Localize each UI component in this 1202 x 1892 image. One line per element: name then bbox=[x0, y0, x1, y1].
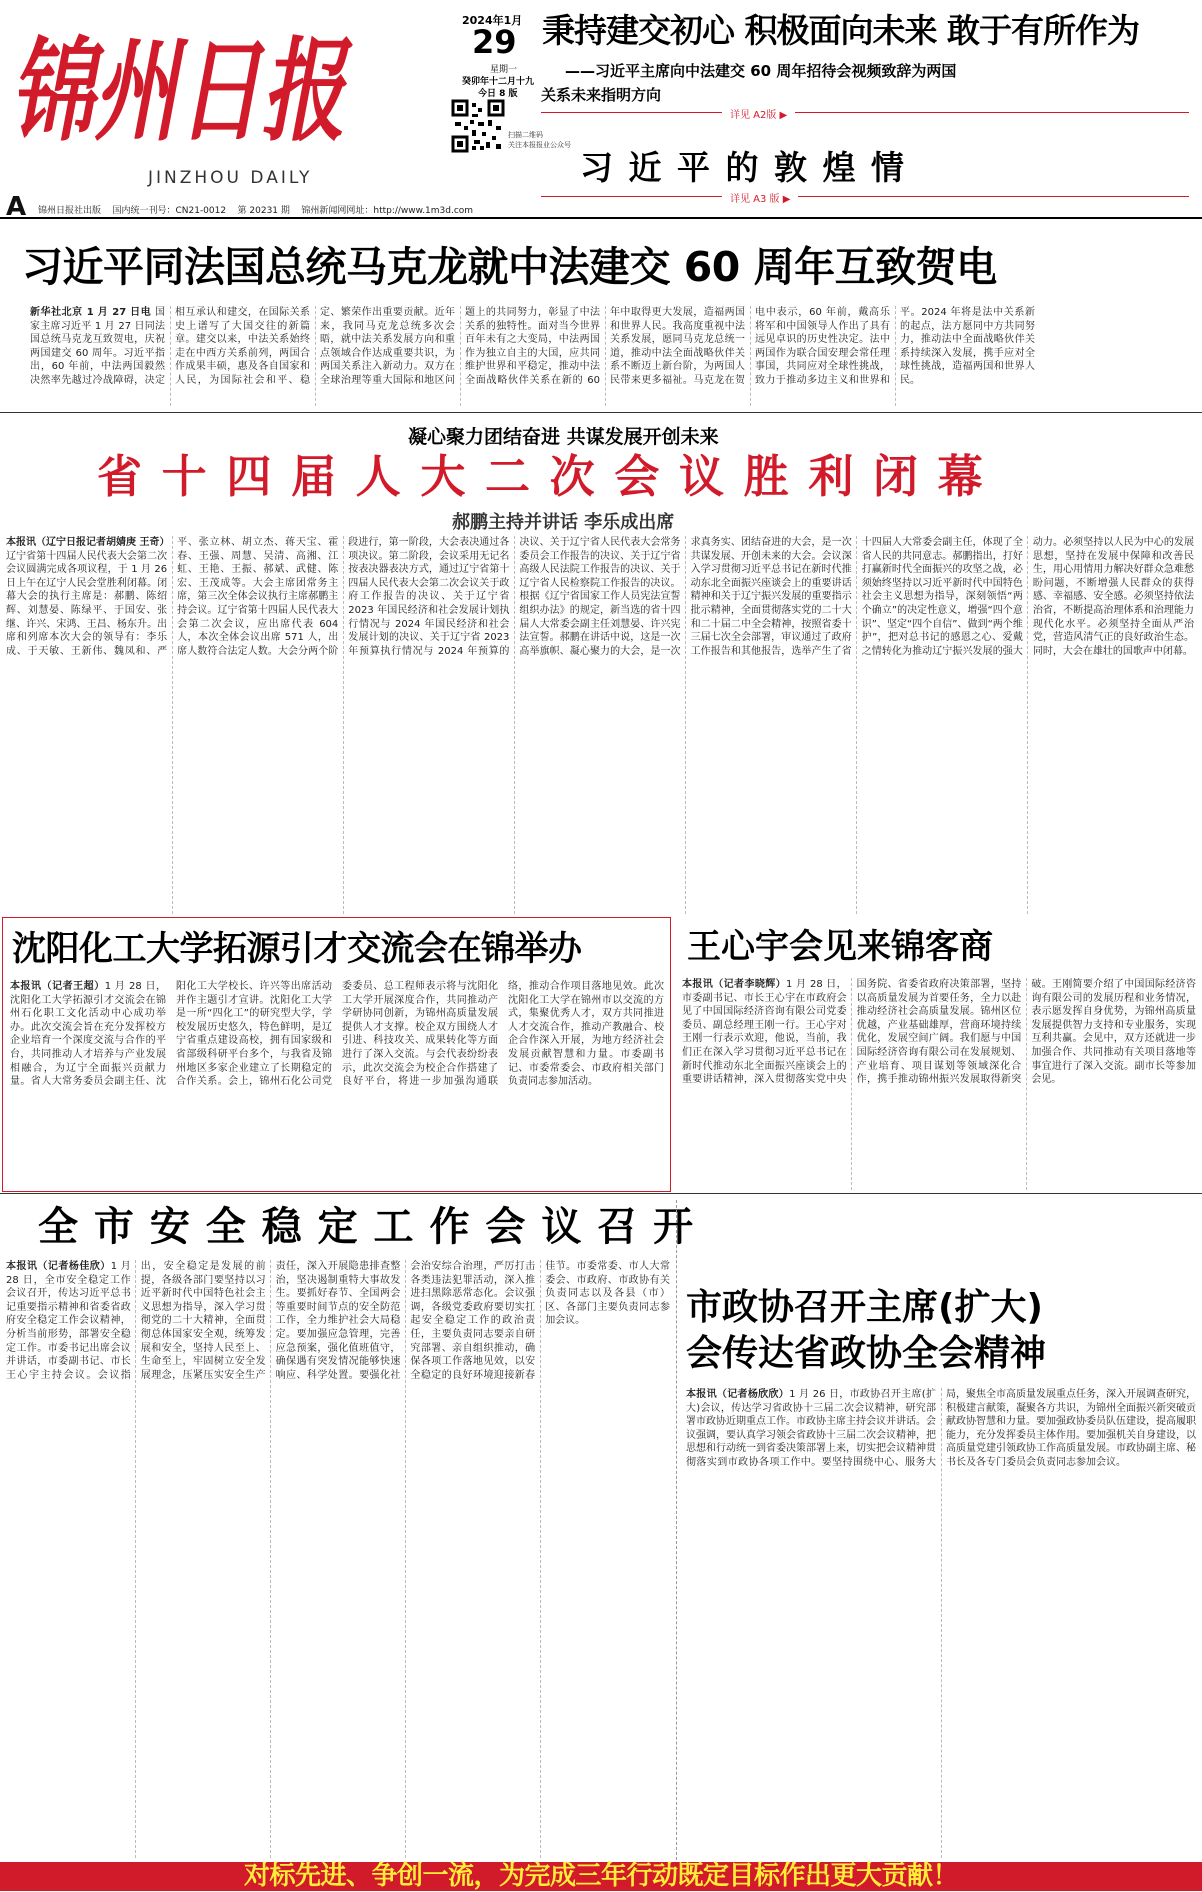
top-subline-1: ——习近平主席向中法建交 60 周年招待会视频致辞为两国 bbox=[565, 62, 957, 80]
masthead-title: 锦州日报 bbox=[10, 26, 354, 157]
date-year-month: 2024年1月 bbox=[462, 14, 523, 27]
story6-headline-2: 会传达省政协全会精神 bbox=[686, 1333, 1047, 1374]
story6-headline-1: 市政协召开主席(扩大) bbox=[686, 1287, 1043, 1328]
story1-text: 国家主席习近平 1 月 27 日同法国总统马克龙互致贺电，庆祝两国建交 60 周年。习近平指出，60 年前，中法两国毅然决然率先越过冷战障碍，决定相互承认和建交，在国际关系史上谱写了大国交往的新篇章。建交以来，中法关系始终走在中西方关系前列，两国合作成果丰硕，惠及各自国家和人民，为国际社会和平、稳定、繁荣作出重要贡献。近年来，我同马克龙总统多次会晤，就中法关系发展方向和重点领域合作达成重要共识，为两国关系注入新动力。双方在全球治理等重大国际和地区问题上的共同努力，彰显了中法关系的独特性。面对当今世界百年未有之大变局，中法两国作为独立自主的大国，应共同维护世界和平稳定，推动中法全面战略伙伴关系在新的 60 年中取得更大发展，造福两国和世界人民。我高度重视中法关系发展，愿同马克龙总统一道，推动中法全面战略伙伴关系不断迈上新台阶，为两国人民带来更多福祉。马克龙在贺电中表示，60 年前，戴高乐将军和中国领导人作出了具有远见卓识的历史性决定。法中两国作为联合国安理会常任理事国，共同应对全球性挑战，致力于推动多边主义和世界和平。2024 年将是法中关系新的起点，法方愿同中方共同努力，推动法中全面战略伙伴关系持续深入发展，携手应对全球性挑战，造福两国和世界人民。 bbox=[30, 307, 1035, 386]
story3-body bbox=[10, 980, 664, 1185]
info-cn: 国内统一刊号：CN21-0012 bbox=[112, 206, 227, 216]
story5-body bbox=[6, 1260, 670, 1858]
top-subline-2: 关系未来指明方向 bbox=[541, 86, 662, 104]
story2-headline: 省 十 四 届 人 大 二 次 会 议 胜 利 闭 幕 bbox=[97, 450, 985, 503]
edition-letter: A bbox=[6, 192, 27, 222]
see-a3-link[interactable]: 详见 A3 版 ▶ bbox=[722, 190, 798, 205]
info-issue: 第 20231 期 bbox=[237, 206, 290, 216]
story2-lead: 本报讯（辽宁日报记者胡婧庚 王奇） bbox=[6, 537, 170, 548]
story5-text: 1 月 28 日，全市安全稳定工作会议召开，传达习近平总书记重要指示精神和省委省政府安全稳定工作会议精神，分析当前形势，部署安全稳定工作。市委书记出席会议并讲话，市委副书记、市长王心宇主持会议。会议指出，安全稳定是发展的前提，各级各部门要坚持以习近平新时代中国特色社会主义思想为指导，深入学习贯彻党的二十大精神，全面贯彻总体国家安全观，统筹发展和安全，坚持人民至上、生命至上，牢固树立安全发展理念，压紧压实安全生产责任，深入开展隐患排查整治，坚决遏制重特大事故发生。要抓好春节、全国两会等重要时间节点的安全防范工作，全力维护社会大局稳定。要加强应急管理，完善应急预案，强化值班值守，确保遇有突发情况能够快速响应、科学处置。要强化社会治安综合治理，严厉打击各类违法犯罪活动，深入推进扫黑除恶常态化。会议强调，各级党委政府要切实扛起安全稳定工作的政治责任，主要负责同志要亲自研究部署、亲自组织推动，确保各项工作落地见效，以安全稳定的良好环境迎接新春佳节。市委常委、市人大常委会、市政府、市政协有关负责同志以及各县（市）区、各部门主要负责同志参加会议。 bbox=[6, 1261, 670, 1381]
bottom-banner-text: 对标先进、争创一流，为完成三年行动既定目标作出更大贡献！ bbox=[243, 1861, 958, 1891]
story3-lead: 本报讯（记者王超） bbox=[10, 981, 105, 992]
top-headline: 秉持建交初心 积极面向未来 敢于有所作为 bbox=[542, 11, 1139, 50]
story1-body bbox=[30, 306, 1180, 406]
info-publisher: 锦州日报社出版 bbox=[38, 206, 102, 216]
story2-text: 辽宁省第十四届人民代表大会第二次会议圆满完成各项议程，于 1 月 26 日上午在辽宁人民会堂胜利闭幕。闭幕大会的执行主席是：郝鹏、陈绍辉、刘慧晏、陈绿平、于国安、张继、许兴、宋鸿、王昌、杨东升。出席和列席本次大会的领导有：李乐成、于天敏、王新伟、魏凤和、严平、张立林、胡立杰、蒋天宝、霍春、王强、周慧、吴清、高湘、江虹、王艳、王振、郝斌、武健、陈宏、王茂成等。大会主席团常务主席，第三次全体会议执行主席郝鹏主持会议。辽宁省第十四届人民代表大会第二次会议，应出席代表 604 人，本次全体会议出席 571 人，出席人数符合法定人数。大会分两个阶段进行，第一阶段，大会表决通过各项决议。第二阶段，会议采用无记名按表决器表决方式，通过辽宁省第十四届人民代表大会第二次会议关于政府工作报告的决议、关于辽宁省 2023 年国民经济和社会发展计划执行情况与 2024 年国民经济和社会发展计划的决议、关于辽宁省 2023 年预算执行情况与 2024 年预算的决议、关于辽宁省人民代表大会常务委员会工作报告的决议、关于辽宁省高级人民法院工作报告的决议、关于辽宁省人民检察院工作报告的决议。根据《辽宁省国家工作人员宪法宣誓组织办法》的规定，新当选的省十四届人大常委会副主任刘慧晏、许兴宪法宣誓。郝鹏在讲话中说，这是一次高举旗帜、凝心聚力的大会，是一次求真务实、团结奋进的大会，是一次共谋发展、开创未来的大会。会议深入学习贯彻习近平总书记在新时代推动东北全面振兴座谈会上的重要讲话精神和关于辽宁振兴发展的重要指示批示精神，全面贯彻落实党的二十大和二十届二中全会精神，按照省委十三届七次全会部署，审议通过了政府工作报告和其他报告，选举产生了省十四届人大常委会副主任，体现了全省人民的共同意志。郝鹏指出，打好打赢新时代全面振兴的攻坚之战，必须始终坚持以习近平新时代中国特色社会主义思想为指导，深刻领悟“两个确立”的决定性意义，增强“四个意识”、坚定“四个自信”、做到“两个维护”，把对总书记的感恩之心、爱戴之情转化为推动辽宁振兴发展的强大动力。必须坚持以人民为中心的发展思想，坚持在发展中保障和改善民生，用心用情用力解决好群众急难愁盼问题，不断增强人民群众的获得感、幸福感、安全感。必须坚持依法治省，不断提高治理体系和治理能力现代化水平。必须坚持全面从严治党，营造风清气正的良好政治生态。同时，大会在雄壮的国歌声中闭幕。 bbox=[6, 537, 1194, 657]
story5-headline: 全 市 安 全 稳 定 工 作 会 议 召 开 bbox=[38, 1204, 695, 1250]
story1-lead: 新华社北京 1 月 27 日电 bbox=[30, 307, 152, 318]
story6-lead: 本报讯（记者杨欣欣） bbox=[686, 1389, 790, 1400]
date-lunar: 癸卯年十二月十九 bbox=[462, 77, 535, 87]
story6-body bbox=[686, 1388, 1196, 1858]
story4-text: 1 月 28 日，市委副书记、市长王心宇在市政府会见了中国国际经济咨询有限公司党委委员、副总经理王刚一行。王心宇对王刚一行表示欢迎，他说，当前，我们正在深入学习贯彻习近平总书记在新时代推动东北全面振兴座谈会上的重要讲话精神，深入贯彻落实党中央国务院、省委省政府决策部署，坚持以高质量发展为首要任务，全力以赴推动经济社会高质量发展。锦州区位优越，产业基础雄厚，营商环境持续优化，发展空间广阔。我们愿与中国国际经济咨询有限公司在发展规划、产业培育、项目谋划等领域深化合作，携手推动锦州振兴发展取得新突破。王刚简要介绍了中国国际经济咨询有限公司的发展历程和业务情况，表示愿发挥自身优势，为锦州高质量发展提供智力支持和专业服务，实现互利共赢。会见中，双方还就进一步加强合作、共同推动有关项目落地等事宜进行了深入交流。副市长等参加会见。 bbox=[682, 979, 1196, 1086]
story2-body bbox=[6, 536, 1194, 914]
qr-caption-2: 关注本报报业公众号 bbox=[508, 141, 571, 149]
info-bar bbox=[38, 203, 473, 216]
story4-headline: 王心宇会见来锦客商 bbox=[687, 927, 993, 967]
story5-lead: 本报讯（记者杨佳欣） bbox=[6, 1261, 111, 1272]
story3-headline: 沈阳化工大学拓源引才交流会在锦举办 bbox=[12, 929, 582, 969]
date-weekday: 星期一 bbox=[490, 65, 518, 75]
story1-headline: 习近平同法国总统马克龙就中法建交 60 周年互致贺电 bbox=[22, 243, 997, 291]
date-pages: 今日 8 版 bbox=[478, 89, 518, 99]
see-a2-link[interactable]: 详见 A2版 ▶ bbox=[722, 106, 795, 121]
story2-kicker: 凝心聚力团结奋进 共谋发展开创未来 bbox=[408, 426, 719, 448]
story3-text: 1 月 28 日，沈阳化工大学拓源引才交流会在锦州石化职工文化活动中心成功举办。此次交流会旨在充分发挥校方企业培育一个深度交流与合作的平台，共同推动人才培养与产业发展相融合，为辽宁全面振兴贡献力量。省人大常务委员会副主任、沈阳化工大学校长、许兴等出席活动并作主题引才宣讲。沈阳化工大学是一所“四化工”的研究型大学，学校发展历史悠久，特色鲜明，是辽宁省重点建设高校，拥有国家级和省部级科研平台多个，与我省及锦州地区多家企业建立了长期稳定的合作关系。会上，锦州石化公司党委委员、总工程师表示将与沈阳化工大学开展深度合作，共同推动产学研协同创新，为锦州高质量发展提供人才支撑。校企双方围绕人才引进、科技攻关、成果转化等方面进行了深入交流。与会代表纷纷表示，此次交流会为校企合作搭建了良好平台，将进一步加强沟通联络，推动合作项目落地见效。此次沈阳化工大学在锦州市以交流的方式，集聚优秀人才，双方共同推进人才交流合作，推动产教融合、校企合作深入开展，为地方经济社会发展贡献智慧和力量。市委副书记、市委常委会、市政府相关部门负责同志参加活动。 bbox=[10, 981, 664, 1088]
qr-code bbox=[452, 100, 504, 152]
story2-sub: 郝鹏主持并讲话 李乐成出席 bbox=[452, 512, 675, 533]
masthead-logo bbox=[8, 2, 353, 170]
info-site[interactable]: 锦州新闻网网址：http://www.1m3d.com bbox=[301, 206, 474, 216]
qr-caption-1: 扫描二维码 bbox=[508, 131, 543, 139]
story4-lead: 本报讯（记者李晓辉） bbox=[682, 979, 787, 990]
story4-body bbox=[682, 978, 1196, 1190]
date-day: 29 bbox=[472, 23, 517, 61]
story6-text: 1 月 26 日，市政协召开主席(扩大)会议，传达学习省政协十三届二次会议精神，研究部署市政协近期重点工作。市政协主席主持会议并讲话。会议强调，要认真学习领会省政协十三届二次会议精神，把思想和行动统一到省委决策部署上来，切实把会议精神贯彻落实到市政协各项工作中。要坚持围绕中心、服务大局，聚焦全市高质量发展重点任务，深入开展调查研究，积极建言献策，凝聚各方共识，为锦州全面振兴新突破贡献政协智慧和力量。要加强政协委员队伍建设，提高履职能力，充分发挥委员主体作用。要加强机关自身建设，以高质量党建引领政协工作高质量发展。市政协副主席、秘书长及各专门委员会负责同志参加会议。 bbox=[686, 1389, 1196, 1468]
top-headline-2: 习 近 平 的 敦 煌 情 bbox=[580, 148, 906, 187]
masthead-english: JINZHOU DAILY bbox=[148, 168, 313, 188]
